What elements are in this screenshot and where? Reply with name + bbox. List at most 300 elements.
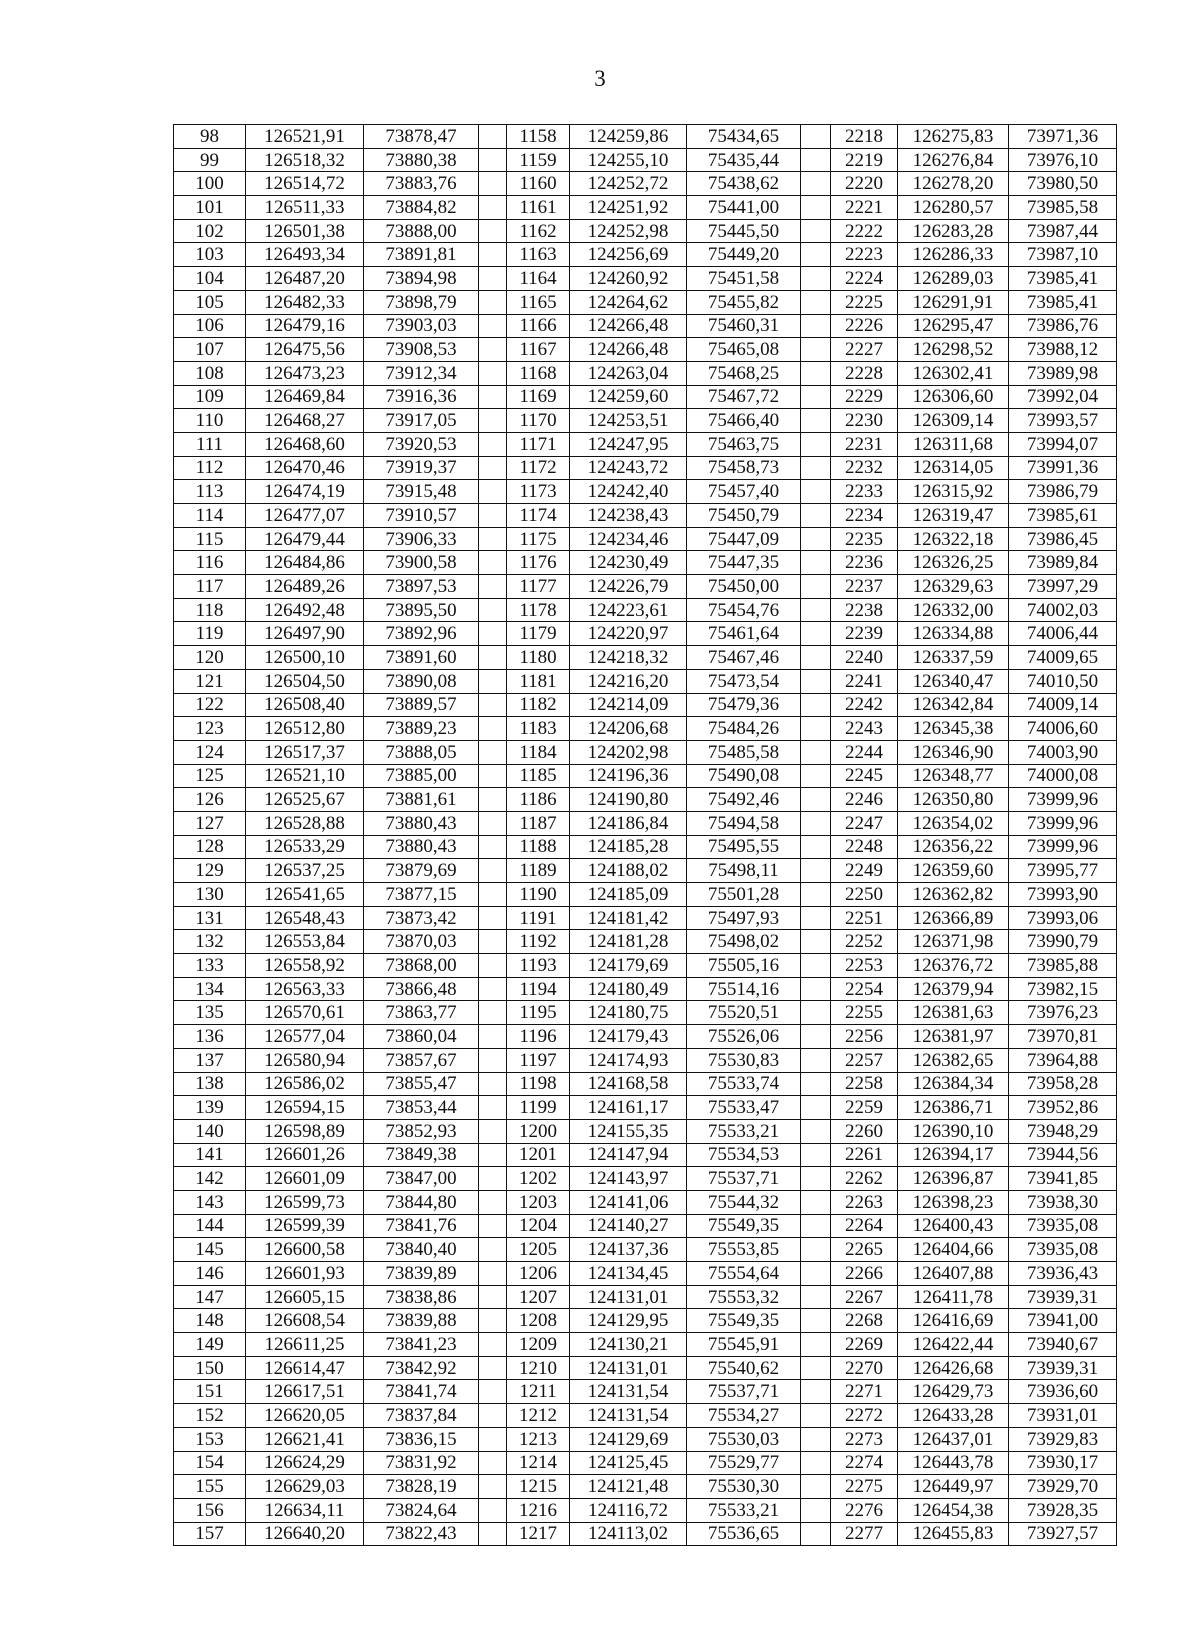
y-coordinate-cell: 75514,16: [687, 977, 801, 1001]
column-spacer: [479, 1025, 507, 1049]
x-coordinate-cell: 126594,15: [246, 1096, 364, 1120]
x-coordinate-cell: 124174,93: [570, 1048, 687, 1072]
y-coordinate-cell: 75540,62: [687, 1356, 801, 1380]
y-coordinate-cell: 73999,96: [1009, 788, 1117, 812]
y-coordinate-cell: 75455,82: [687, 290, 801, 314]
x-coordinate-cell: 126553,84: [246, 930, 364, 954]
point-number-cell: 1216: [507, 1498, 570, 1522]
y-coordinate-cell: 73935,08: [1009, 1214, 1117, 1238]
y-coordinate-cell: 75473,54: [687, 669, 801, 693]
y-coordinate-cell: 73989,84: [1009, 551, 1117, 575]
column-spacer: [801, 1119, 831, 1143]
x-coordinate-cell: 126563,33: [246, 977, 364, 1001]
x-coordinate-cell: 124223,61: [570, 598, 687, 622]
y-coordinate-cell: 73839,88: [364, 1309, 479, 1333]
x-coordinate-cell: 126497,90: [246, 622, 364, 646]
point-number-cell: 147: [174, 1285, 246, 1309]
x-coordinate-cell: 126474,19: [246, 480, 364, 504]
y-coordinate-cell: 73824,64: [364, 1498, 479, 1522]
column-spacer: [479, 1333, 507, 1357]
column-spacer: [801, 1427, 831, 1451]
column-spacer: [801, 243, 831, 267]
x-coordinate-cell: 126570,61: [246, 1001, 364, 1025]
table-row: [174, 196, 1117, 220]
x-coordinate-cell: 124131,54: [570, 1404, 687, 1428]
y-coordinate-cell: 73884,82: [364, 196, 479, 220]
y-coordinate-cell: 73985,88: [1009, 954, 1117, 978]
y-coordinate-cell: 73888,05: [364, 740, 479, 764]
point-number-cell: 2261: [831, 1143, 898, 1167]
x-coordinate-cell: 126291,91: [898, 290, 1009, 314]
column-spacer: [479, 1522, 507, 1546]
x-coordinate-cell: 126533,29: [246, 835, 364, 859]
y-coordinate-cell: 75537,71: [687, 1380, 801, 1404]
x-coordinate-cell: 126477,07: [246, 504, 364, 528]
x-coordinate-cell: 126634,11: [246, 1498, 364, 1522]
point-number-cell: 1163: [507, 243, 570, 267]
y-coordinate-cell: 73927,57: [1009, 1522, 1117, 1546]
point-number-cell: 1174: [507, 504, 570, 528]
point-number-cell: 1188: [507, 835, 570, 859]
point-number-cell: 123: [174, 717, 246, 741]
point-number-cell: 2233: [831, 480, 898, 504]
x-coordinate-cell: 126411,78: [898, 1285, 1009, 1309]
y-coordinate-cell: 73888,00: [364, 219, 479, 243]
point-number-cell: 144: [174, 1214, 246, 1238]
column-spacer: [801, 196, 831, 220]
x-coordinate-cell: 124168,58: [570, 1072, 687, 1096]
point-number-cell: 2250: [831, 883, 898, 907]
table-row: [174, 1048, 1117, 1072]
x-coordinate-cell: 124234,46: [570, 527, 687, 551]
point-number-cell: 126: [174, 788, 246, 812]
column-spacer: [801, 1238, 831, 1262]
point-number-cell: 104: [174, 267, 246, 291]
point-number-cell: 151: [174, 1380, 246, 1404]
point-number-cell: 2253: [831, 954, 898, 978]
point-number-cell: 1214: [507, 1451, 570, 1475]
y-coordinate-cell: 75450,79: [687, 504, 801, 528]
point-number-cell: 156: [174, 1498, 246, 1522]
point-number-cell: 1209: [507, 1333, 570, 1357]
x-coordinate-cell: 126473,23: [246, 361, 364, 385]
point-number-cell: 2277: [831, 1522, 898, 1546]
point-number-cell: 107: [174, 338, 246, 362]
y-coordinate-cell: 75537,71: [687, 1167, 801, 1191]
x-coordinate-cell: 124143,97: [570, 1167, 687, 1191]
y-coordinate-cell: 73837,84: [364, 1404, 479, 1428]
column-spacer: [801, 740, 831, 764]
point-number-cell: 2229: [831, 385, 898, 409]
column-spacer: [801, 527, 831, 551]
table-row: [174, 267, 1117, 291]
y-coordinate-cell: 73987,10: [1009, 243, 1117, 267]
column-spacer: [801, 148, 831, 172]
y-coordinate-cell: 73880,43: [364, 811, 479, 835]
x-coordinate-cell: 124247,95: [570, 432, 687, 456]
column-spacer: [801, 906, 831, 930]
point-number-cell: 2220: [831, 172, 898, 196]
column-spacer: [801, 883, 831, 907]
y-coordinate-cell: 74009,14: [1009, 693, 1117, 717]
y-coordinate-cell: 73890,08: [364, 669, 479, 693]
column-spacer: [479, 290, 507, 314]
column-spacer: [479, 1404, 507, 1428]
y-coordinate-cell: 75549,35: [687, 1309, 801, 1333]
column-spacer: [479, 1285, 507, 1309]
y-coordinate-cell: 75467,72: [687, 385, 801, 409]
x-coordinate-cell: 126340,47: [898, 669, 1009, 693]
point-number-cell: 145: [174, 1238, 246, 1262]
column-spacer: [479, 267, 507, 291]
x-coordinate-cell: 124202,98: [570, 740, 687, 764]
y-coordinate-cell: 73847,00: [364, 1167, 479, 1191]
point-number-cell: 2276: [831, 1498, 898, 1522]
table-row: [174, 385, 1117, 409]
table-row: [174, 1214, 1117, 1238]
column-spacer: [801, 1214, 831, 1238]
point-number-cell: 1192: [507, 930, 570, 954]
column-spacer: [801, 314, 831, 338]
point-number-cell: 1202: [507, 1167, 570, 1191]
point-number-cell: 1205: [507, 1238, 570, 1262]
y-coordinate-cell: 73908,53: [364, 338, 479, 362]
point-number-cell: 112: [174, 456, 246, 480]
x-coordinate-cell: 126356,22: [898, 835, 1009, 859]
x-coordinate-cell: 126342,84: [898, 693, 1009, 717]
x-coordinate-cell: 124161,17: [570, 1096, 687, 1120]
x-coordinate-cell: 124251,92: [570, 196, 687, 220]
y-coordinate-cell: 73994,07: [1009, 432, 1117, 456]
column-spacer: [479, 196, 507, 220]
point-number-cell: 2257: [831, 1048, 898, 1072]
table-row: [174, 1096, 1117, 1120]
y-coordinate-cell: 73844,80: [364, 1190, 479, 1214]
x-coordinate-cell: 124116,72: [570, 1498, 687, 1522]
column-spacer: [479, 1096, 507, 1120]
point-number-cell: 1158: [507, 125, 570, 149]
column-spacer: [801, 1262, 831, 1286]
column-spacer: [801, 409, 831, 433]
x-coordinate-cell: 124180,75: [570, 1001, 687, 1025]
x-coordinate-cell: 126479,16: [246, 314, 364, 338]
point-number-cell: 1170: [507, 409, 570, 433]
column-spacer: [479, 148, 507, 172]
column-spacer: [801, 290, 831, 314]
y-coordinate-cell: 73853,44: [364, 1096, 479, 1120]
point-number-cell: 1201: [507, 1143, 570, 1167]
column-spacer: [801, 1143, 831, 1167]
x-coordinate-cell: 126624,29: [246, 1451, 364, 1475]
column-spacer: [479, 1190, 507, 1214]
y-coordinate-cell: 73841,76: [364, 1214, 479, 1238]
y-coordinate-cell: 73910,57: [364, 504, 479, 528]
column-spacer: [801, 646, 831, 670]
x-coordinate-cell: 126289,03: [898, 267, 1009, 291]
y-coordinate-cell: 73991,36: [1009, 456, 1117, 480]
y-coordinate-cell: 73880,38: [364, 148, 479, 172]
y-coordinate-cell: 75545,91: [687, 1333, 801, 1357]
y-coordinate-cell: 73982,15: [1009, 977, 1117, 1001]
y-coordinate-cell: 73881,61: [364, 788, 479, 812]
column-spacer: [801, 1048, 831, 1072]
point-number-cell: 124: [174, 740, 246, 764]
table-row: [174, 1167, 1117, 1191]
x-coordinate-cell: 124196,36: [570, 764, 687, 788]
x-coordinate-cell: 124259,86: [570, 125, 687, 149]
table-row: [174, 883, 1117, 907]
point-number-cell: 113: [174, 480, 246, 504]
y-coordinate-cell: 73952,86: [1009, 1096, 1117, 1120]
point-number-cell: 2263: [831, 1190, 898, 1214]
y-coordinate-cell: 75498,02: [687, 930, 801, 954]
point-number-cell: 115: [174, 527, 246, 551]
point-number-cell: 146: [174, 1262, 246, 1286]
y-coordinate-cell: 73929,70: [1009, 1475, 1117, 1499]
column-spacer: [801, 456, 831, 480]
column-spacer: [479, 1309, 507, 1333]
y-coordinate-cell: 73986,79: [1009, 480, 1117, 504]
x-coordinate-cell: 124264,62: [570, 290, 687, 314]
x-coordinate-cell: 126345,38: [898, 717, 1009, 741]
x-coordinate-cell: 126280,57: [898, 196, 1009, 220]
point-number-cell: 1162: [507, 219, 570, 243]
x-coordinate-cell: 126620,05: [246, 1404, 364, 1428]
point-number-cell: 2219: [831, 148, 898, 172]
y-coordinate-cell: 75553,32: [687, 1285, 801, 1309]
table-row: [174, 1072, 1117, 1096]
point-number-cell: 1213: [507, 1427, 570, 1451]
point-number-cell: 155: [174, 1475, 246, 1499]
column-spacer: [479, 504, 507, 528]
y-coordinate-cell: 75458,73: [687, 456, 801, 480]
point-number-cell: 1215: [507, 1475, 570, 1499]
x-coordinate-cell: 126348,77: [898, 764, 1009, 788]
column-spacer: [801, 1025, 831, 1049]
x-coordinate-cell: 124155,35: [570, 1119, 687, 1143]
y-coordinate-cell: 73863,77: [364, 1001, 479, 1025]
y-coordinate-cell: 73931,01: [1009, 1404, 1117, 1428]
point-number-cell: 150: [174, 1356, 246, 1380]
x-coordinate-cell: 126640,20: [246, 1522, 364, 1546]
point-number-cell: 2269: [831, 1333, 898, 1357]
y-coordinate-cell: 73985,41: [1009, 267, 1117, 291]
point-number-cell: 1179: [507, 622, 570, 646]
table-row: [174, 906, 1117, 930]
column-spacer: [801, 954, 831, 978]
point-number-cell: 108: [174, 361, 246, 385]
column-spacer: [801, 1404, 831, 1428]
y-coordinate-cell: 73889,23: [364, 717, 479, 741]
x-coordinate-cell: 124266,48: [570, 314, 687, 338]
x-coordinate-cell: 126469,84: [246, 385, 364, 409]
y-coordinate-cell: 73892,96: [364, 622, 479, 646]
x-coordinate-cell: 124253,51: [570, 409, 687, 433]
y-coordinate-cell: 73935,08: [1009, 1238, 1117, 1262]
y-coordinate-cell: 73912,34: [364, 361, 479, 385]
column-spacer: [801, 835, 831, 859]
y-coordinate-cell: 73903,03: [364, 314, 479, 338]
x-coordinate-cell: 126407,88: [898, 1262, 1009, 1286]
point-number-cell: 149: [174, 1333, 246, 1357]
point-number-cell: 2243: [831, 717, 898, 741]
y-coordinate-cell: 73891,81: [364, 243, 479, 267]
point-number-cell: 2262: [831, 1167, 898, 1191]
column-spacer: [801, 575, 831, 599]
column-spacer: [479, 551, 507, 575]
table-row: [174, 1285, 1117, 1309]
point-number-cell: 1198: [507, 1072, 570, 1096]
x-coordinate-cell: 126322,18: [898, 527, 1009, 551]
column-spacer: [801, 1356, 831, 1380]
x-coordinate-cell: 124263,04: [570, 361, 687, 385]
point-number-cell: 2249: [831, 859, 898, 883]
point-number-cell: 128: [174, 835, 246, 859]
column-spacer: [801, 385, 831, 409]
x-coordinate-cell: 126437,01: [898, 1427, 1009, 1451]
y-coordinate-cell: 75447,35: [687, 551, 801, 575]
y-coordinate-cell: 73838,86: [364, 1285, 479, 1309]
y-coordinate-cell: 75438,62: [687, 172, 801, 196]
x-coordinate-cell: 126398,23: [898, 1190, 1009, 1214]
column-spacer: [479, 409, 507, 433]
point-number-cell: 2256: [831, 1025, 898, 1049]
x-coordinate-cell: 126350,80: [898, 788, 1009, 812]
x-coordinate-cell: 126541,65: [246, 883, 364, 907]
y-coordinate-cell: 75484,26: [687, 717, 801, 741]
x-coordinate-cell: 126501,38: [246, 219, 364, 243]
y-coordinate-cell: 75520,51: [687, 1001, 801, 1025]
y-coordinate-cell: 75530,03: [687, 1427, 801, 1451]
x-coordinate-cell: 124186,84: [570, 811, 687, 835]
y-coordinate-cell: 75495,55: [687, 835, 801, 859]
column-spacer: [479, 432, 507, 456]
x-coordinate-cell: 124266,48: [570, 338, 687, 362]
y-coordinate-cell: 73841,23: [364, 1333, 479, 1357]
point-number-cell: 101: [174, 196, 246, 220]
table-row: [174, 527, 1117, 551]
table-row: [174, 1262, 1117, 1286]
x-coordinate-cell: 126500,10: [246, 646, 364, 670]
y-coordinate-cell: 73990,79: [1009, 930, 1117, 954]
column-spacer: [801, 1498, 831, 1522]
x-coordinate-cell: 126381,63: [898, 1001, 1009, 1025]
x-coordinate-cell: 126311,68: [898, 432, 1009, 456]
y-coordinate-cell: 73940,67: [1009, 1333, 1117, 1357]
x-coordinate-cell: 126326,25: [898, 551, 1009, 575]
column-spacer: [801, 788, 831, 812]
x-coordinate-cell: 124230,49: [570, 551, 687, 575]
x-coordinate-cell: 124129,69: [570, 1427, 687, 1451]
point-number-cell: 2223: [831, 243, 898, 267]
point-number-cell: 2265: [831, 1238, 898, 1262]
column-spacer: [479, 1119, 507, 1143]
point-number-cell: 2227: [831, 338, 898, 362]
x-coordinate-cell: 126608,54: [246, 1309, 364, 1333]
point-number-cell: 1167: [507, 338, 570, 362]
x-coordinate-cell: 126482,33: [246, 290, 364, 314]
y-coordinate-cell: 73860,04: [364, 1025, 479, 1049]
column-spacer: [801, 1001, 831, 1025]
column-spacer: [801, 859, 831, 883]
column-spacer: [479, 314, 507, 338]
y-coordinate-cell: 73879,69: [364, 859, 479, 883]
point-number-cell: 143: [174, 1190, 246, 1214]
y-coordinate-cell: 74006,60: [1009, 717, 1117, 741]
x-coordinate-cell: 126384,34: [898, 1072, 1009, 1096]
point-number-cell: 153: [174, 1427, 246, 1451]
point-number-cell: 1210: [507, 1356, 570, 1380]
page-number: 3: [594, 66, 606, 91]
x-coordinate-cell: 126332,00: [898, 598, 1009, 622]
point-number-cell: 119: [174, 622, 246, 646]
x-coordinate-cell: 126537,25: [246, 859, 364, 883]
table-row: [174, 551, 1117, 575]
column-spacer: [801, 693, 831, 717]
y-coordinate-cell: 73920,53: [364, 432, 479, 456]
y-coordinate-cell: 73939,31: [1009, 1356, 1117, 1380]
column-spacer: [479, 1214, 507, 1238]
column-spacer: [479, 788, 507, 812]
table-row: [174, 1119, 1117, 1143]
point-number-cell: 2271: [831, 1380, 898, 1404]
point-number-cell: 2248: [831, 835, 898, 859]
table-row: [174, 740, 1117, 764]
x-coordinate-cell: 126508,40: [246, 693, 364, 717]
table-row: [174, 172, 1117, 196]
point-number-cell: 2267: [831, 1285, 898, 1309]
x-coordinate-cell: 126359,60: [898, 859, 1009, 883]
y-coordinate-cell: 73980,50: [1009, 172, 1117, 196]
y-coordinate-cell: 75536,65: [687, 1522, 801, 1546]
point-number-cell: 137: [174, 1048, 246, 1072]
x-coordinate-cell: 126376,72: [898, 954, 1009, 978]
table-row: [174, 1427, 1117, 1451]
x-coordinate-cell: 124140,27: [570, 1214, 687, 1238]
column-spacer: [801, 1522, 831, 1546]
table-row: [174, 788, 1117, 812]
point-number-cell: 135: [174, 1001, 246, 1025]
x-coordinate-cell: 124256,69: [570, 243, 687, 267]
point-number-cell: 1160: [507, 172, 570, 196]
table-row: [174, 148, 1117, 172]
y-coordinate-cell: 73971,36: [1009, 125, 1117, 149]
y-coordinate-cell: 75447,09: [687, 527, 801, 551]
y-coordinate-cell: 75435,44: [687, 148, 801, 172]
y-coordinate-cell: 73948,29: [1009, 1119, 1117, 1143]
y-coordinate-cell: 73930,17: [1009, 1451, 1117, 1475]
x-coordinate-cell: 126492,48: [246, 598, 364, 622]
point-number-cell: 2236: [831, 551, 898, 575]
point-number-cell: 100: [174, 172, 246, 196]
x-coordinate-cell: 126611,25: [246, 1333, 364, 1357]
point-number-cell: 2230: [831, 409, 898, 433]
y-coordinate-cell: 73993,57: [1009, 409, 1117, 433]
point-number-cell: 1175: [507, 527, 570, 551]
y-coordinate-cell: 73941,00: [1009, 1309, 1117, 1333]
point-number-cell: 1177: [507, 575, 570, 599]
point-number-cell: 1172: [507, 456, 570, 480]
point-number-cell: 2237: [831, 575, 898, 599]
x-coordinate-cell: 126518,32: [246, 148, 364, 172]
y-coordinate-cell: 75505,16: [687, 954, 801, 978]
column-spacer: [801, 172, 831, 196]
point-number-cell: 2266: [831, 1262, 898, 1286]
x-coordinate-cell: 126286,33: [898, 243, 1009, 267]
table-row: [174, 811, 1117, 835]
point-number-cell: 2231: [831, 432, 898, 456]
x-coordinate-cell: 126315,92: [898, 480, 1009, 504]
